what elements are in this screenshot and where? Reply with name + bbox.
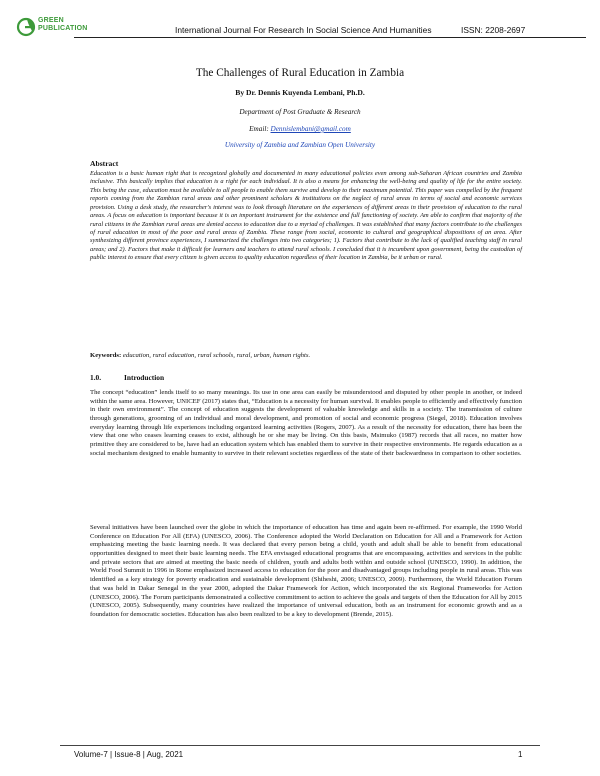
section-title: Introduction: [124, 373, 165, 382]
section-heading-introduction: [90, 373, 164, 382]
author-university: University of Zambia and Zambian Open University: [224, 141, 376, 149]
footer-issue-info: Volume-7 | Issue-8 | Aug, 2021: [74, 750, 184, 759]
email-label: Email:: [249, 125, 271, 133]
issn-number: ISSN: 2208-2697: [461, 25, 526, 35]
author-email-link[interactable]: Dennislembani@gmail.com: [270, 125, 351, 133]
paper-title: The Challenges of Rural Education in Zambia: [195, 67, 405, 79]
page-header: [0, 0, 600, 46]
keywords-text: education, rural education, rural schools, rural, urban, human rights.: [122, 352, 311, 359]
logo-line-2: PUBLICATION: [38, 25, 88, 32]
page-number: 1: [518, 750, 523, 759]
footer-divider: [60, 745, 540, 746]
logo-line-1: GREEN: [38, 17, 64, 24]
keywords-label: Keywords:: [90, 352, 123, 359]
logo-text: [38, 17, 88, 33]
leaf-logo-icon: [16, 16, 38, 38]
section-number: 1.0.: [90, 373, 102, 382]
green-publication-logo: [16, 16, 104, 42]
intro-paragraph-1: The concept “education” lends itself to so many meanings. Its use in one area can easily be misunderstood and disputed by other people in another, or indeed within the same area. However, UNICEF (2017) states that, “Education is a necessity for human survival. It enables people to efficiently and effectively function in their own environment”. The concept of education suggests the development of valuable knowledge and skills in a society. The transmission of culture through generations, grooming of an individual and moral development, and promotion of social and economic progress (Siegel, 2018). Education involves everyday learning through life experiences including organized learning activities (Rogers, 2007). As a result of the necessity for education, there has been the view that one who ceases learning ceases to exist, although he or she may be living. On this basis, Msimuko (1987) records that all races, no matter how primitive they are considered to be, have had an education system which has enabled them to survive in their respective environments. He regards education as a social mechanism designed to enable humanity to survive in their relevant societies regardless of the state of their backwardness in comparison to other societies.: [90, 389, 522, 457]
paper-author: By Dr. Dennis Kuyenda Lembani, Ph.D.: [235, 88, 365, 97]
abstract-text: Education is a basic human right that is recognized globally and documented in many educational policies even among sub-Saharan African countries and Zambia inclusive. This basically implies that education is a right for each individual. It is also a means for enhancing the well-being and quality of life for the entire society. This being the case, education must be available to all people to enable them survive and develop to their maximum potential. This paper was compelled by the frequent reports coming from the Zambian rural areas and other prominent scholars & institutions on the neglect of rural areas in terms of social and economic services provision. Using a desk study, the researcher's interest was to look through literature on the experiences of different areas in their provision of education to the rural areas. A focus on education is important because it is an important instrument for the existence and full functioning of society. Am able to confirm that majority of the rural citizens in the Zambian rural areas are denied access to education due to a myriad of challenges. It was established that many factors contribute to the challenges of rural education in most of the poor and rural areas of Zambia. These range from social, economic to cultural and geographical dispositions of an area. After synthesizing different province experiences, I summarized the challenges into two categories; 1). Factors that contribute to the lack of qualified teaching staff in rural areas; and 2). Factors that make it difficult for learners and teachers to attend rural schools. I concluded that it is incumbent upon government, being the custodian of public interest to ensure that every citizen is given access to quality education regardless of their location in Zambia, be it urban or rural.: [90, 170, 522, 262]
intro-paragraph-2: Several initiatives have been launched over the globe in which the importance of education has time and again been re-affirmed. For example, the 1990 World Conference on Education For All (EFA) (UNESCO, 2006). The Conference adopted the World Declaration on Education for All and a Framework for Action emphasizing meeting the basic learning needs. It was declared that every person being a child, youth and adult shall be able to benefit from educational opportunities designed to meet their basic learning needs. The EFA envisaged educational programs that are encompassing, activities and services in the public and private sectors that are aimed at meeting the basic needs of children, youth and adults both within and outside school (UNESCO, 1990). In addition, the World Food Summit in 1996 in Rome emphasized increased access to education for the poor and disadvantaged groups including people in rural areas. This was identified as a key strategy for poverty eradication and sustainable development (Shiheshi, 2006; UNESCO, 2009). Furthermore, the World Education Forum that was held in Dakar Senegal in the year 2000, adopted the Dakar Framework for Action, which incorporated the six Regional Frameworks for Action (UNESCO, 2006). The Forum participants demonstrated a collective commitment to action to achieve the goals and targets of then the Education for All by 2015 (UNESCO, 2005). Subsequently, many countries have realized the importance of universal education, both as an instrument for economic growth and as a foundation for democratic societies. Education has also been realized to be a key to development (Brende, 2015).: [90, 524, 522, 618]
journal-name: International Journal For Research In Social Science And Humanities: [175, 25, 432, 35]
author-email-line: [0, 125, 600, 133]
abstract-heading: Abstract: [90, 159, 119, 168]
author-department: Department of Post Graduate & Research: [239, 108, 361, 116]
keywords-line: [90, 352, 522, 360]
header-divider: [74, 37, 586, 38]
